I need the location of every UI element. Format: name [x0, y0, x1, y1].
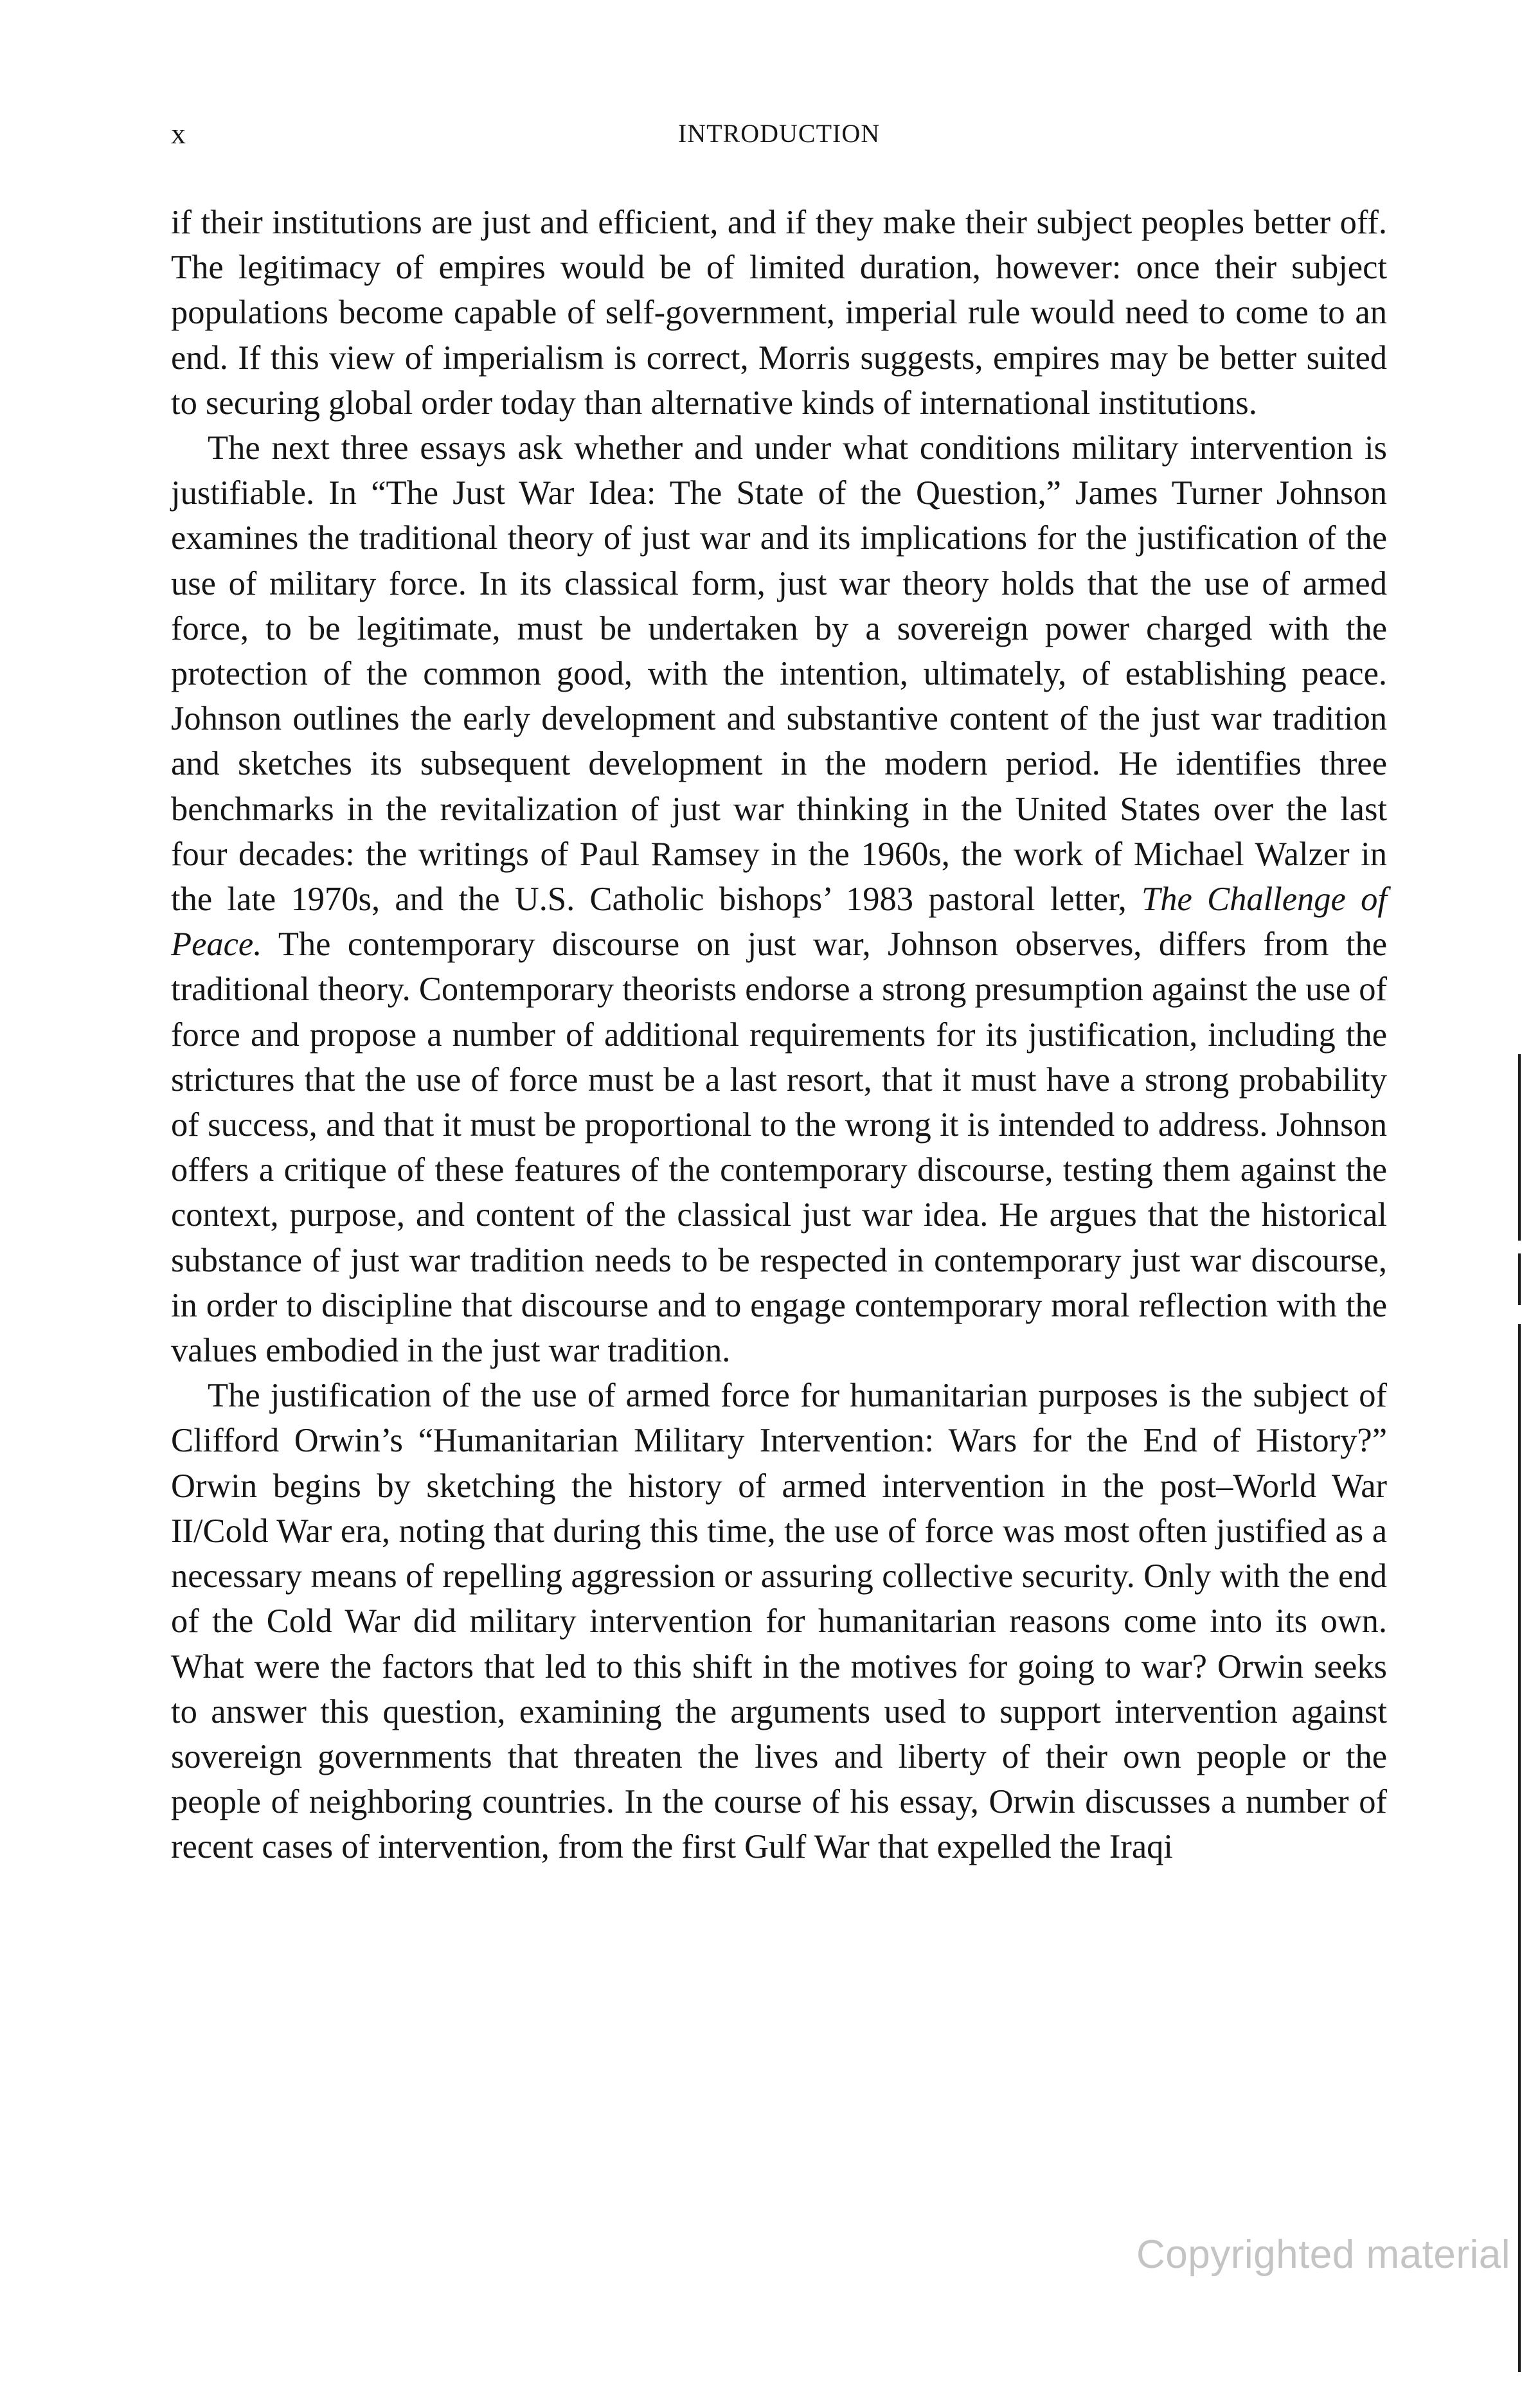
page-number: x [171, 117, 186, 150]
page-header [171, 114, 1387, 153]
running-head: INTRODUCTION [677, 119, 881, 148]
watermark: Copyrighted material [1136, 2232, 1510, 2277]
book-title: The Challenge of Peace. [171, 881, 1387, 964]
page-edge-mark [1518, 1253, 1521, 1305]
paragraph: if their institutions are just and efficient, and if they make their subject peoples better off. The legitimacy of empires would be of limited duration, however: once their subject populations become capable of self-government, imperial rule would need to come to an end. If this view of imperialism is correct, Morris suggests, empires may be better suited to securing global order today than alternative kinds of international institutions. [171, 204, 1387, 422]
body-text [171, 200, 1387, 1870]
paragraph [171, 426, 1387, 1373]
paragraph: The justification of the use of armed force for humanitarian purposes is the subject of Clifford Orwin’s “Humanitarian Military Intervention: Wars for the End of History?” Orwin begins by sketching the history of armed intervention in the post–World War II/Cold War era, noting that during this time, the use of force was most often justified as a necessary means of repelling aggression or assuring collective security. Only with the end of the Cold War did military intervention for humanitarian reasons come into its own. What were the factors that led to this shift in the motives for going to war? Orwin seeks to answer this question, examining the arguments used to support intervention against sovereign governments that threaten the lives and liberty of their own people or the people of neighboring countries. In the course of his essay, Orwin discusses a number of recent cases of intervention, from the first Gulf War that expelled the Iraqi [171, 1377, 1387, 1866]
page-edge-mark [1518, 1324, 1521, 2372]
page-edge-mark [1518, 1054, 1521, 1241]
paragraph-text: The next three essays ask whether and under what conditions military intervention is justifiable. In “The Just War Idea: The State of the Question,” James Turner Johnson examines the traditional theory of just war and its implications for the justification of the use of military force. In its classical form, just war theory holds that the use of armed force, to be legitimate, must be undertaken by a sovereign power charged with the protection of the common good, with the intention, ultimately, of establishing peace. Johnson outlines the early development and substantive content of the just war tradition and sketches its subsequent development in the modern period. He identifies three benchmarks in the revitalization of just war thinking in the United States over the last four decades: the writings of Paul Ramsey in the 1960s, the work of Michael Walzer in the late 1970s, and the U.S. Catholic bishops’ 1983 pastoral letter, [171, 429, 1387, 919]
paragraph-text: The contemporary discourse on just war, Johnson observes, differs from the traditional theory. Contemporary theorists endorse a strong presumption against the use of force and propose a number of additional requirements for its justification, including the strictures that the use of force must be a last resort, that it must have a strong probability of success, and that it must be proportional to the wrong it is intended to address. Johnson offers a critique of these features of the contemporary discourse, testing them against the context, purpose, and content of the classical just war idea. He argues that the historical substance of just war tradition needs to be respected in contemporary just war discourse, in order to discipline that discourse and to engage contemporary moral reflection with the values embodied in the just war tradition. [171, 926, 1387, 1370]
